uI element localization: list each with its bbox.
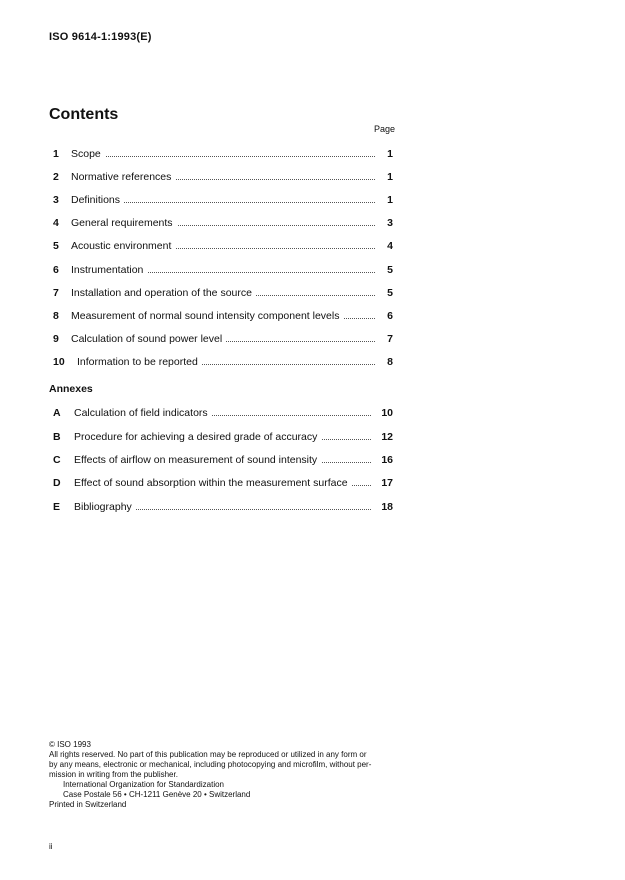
page-column-label: Page [374, 124, 396, 134]
toc-entry [53, 147, 393, 161]
toc-entry-number: 7 [53, 287, 59, 299]
annex-entry [53, 406, 393, 420]
toc-entry [53, 309, 393, 323]
annex-entry-letter: D [53, 477, 61, 489]
toc-leader-dots [71, 156, 375, 157]
toc-entry-page: 7 [387, 333, 393, 345]
toc-entry [53, 193, 393, 207]
toc-entry [53, 355, 393, 369]
toc-entry-number: 4 [53, 217, 59, 229]
toc-entry-page: 6 [387, 310, 393, 322]
contents-title: Contents [49, 106, 119, 123]
annex-entry-page: 17 [381, 477, 393, 489]
toc-entry-title: Acoustic environment [71, 239, 175, 253]
annex-entry-title: Calculation of field indicators [74, 406, 212, 420]
annex-entry-letter: B [53, 431, 61, 443]
toc-entry-number: 10 [53, 356, 65, 368]
copyright-footer [49, 740, 399, 810]
annex-entry-title: Procedure for achieving a desired grade of accuracy [74, 430, 321, 444]
printed-in-line: Printed in Switzerland [49, 800, 127, 809]
annex-entry [53, 430, 393, 444]
toc-entry-title: Installation and operation of the source [71, 286, 256, 300]
toc-entry-page: 3 [387, 217, 393, 229]
toc-entry [53, 286, 393, 300]
toc-entry-page: 5 [387, 287, 393, 299]
toc-entry-page: 1 [387, 194, 393, 206]
toc-entry-page: 8 [387, 356, 393, 368]
toc-entry-number: 1 [53, 148, 59, 160]
toc-entry-page: 1 [387, 171, 393, 183]
page-number: ii [49, 842, 53, 851]
toc-entry-number: 5 [53, 240, 59, 252]
toc-entry-title: Calculation of sound power level [71, 332, 226, 346]
annex-entry [53, 453, 393, 467]
annex-entry-letter: E [53, 501, 61, 513]
annex-entry-title: Effects of airflow on measurement of sound intensity [74, 453, 321, 467]
toc-entry [53, 239, 393, 253]
toc-entry-number: 9 [53, 333, 59, 345]
toc-entry [53, 263, 393, 277]
toc-entry-number: 6 [53, 264, 59, 276]
annexes-title: Annexes [49, 383, 93, 395]
toc-entry-page: 5 [387, 264, 393, 276]
toc-entry-page: 1 [387, 148, 393, 160]
document-header: ISO 9614-1:1993(E) [49, 31, 152, 43]
toc-entry-page: 4 [387, 240, 393, 252]
annex-entry-page: 16 [381, 454, 393, 466]
annex-entry-page: 10 [381, 407, 393, 419]
toc-entry-title: Scope [71, 147, 105, 161]
toc-entry-title: Information to be reported [77, 355, 202, 369]
toc-entry-number: 3 [53, 194, 59, 206]
annex-entry [53, 476, 393, 490]
rights-text-line: by any means, electronic or mechanical, including photocopying and microfilm, without per- [49, 760, 372, 769]
toc-entry-number: 8 [53, 310, 59, 322]
toc-entry-title: Measurement of normal sound intensity component levels [71, 309, 343, 323]
toc-entry [53, 332, 393, 346]
rights-text-line: mission in writing from the publisher. [49, 770, 178, 779]
rights-text-line: All rights reserved. No part of this publication may be reproduced or utilized in any form or [49, 750, 367, 759]
toc-entry-number: 2 [53, 171, 59, 183]
toc-entry-title: Instrumentation [71, 263, 147, 277]
annex-entry-page: 18 [381, 501, 393, 513]
organization-address: Case Postale 56 • CH-1211 Genève 20 • Switzerland [63, 790, 251, 799]
toc-entry-title: Normative references [71, 170, 175, 184]
annex-entry-page: 12 [381, 431, 393, 443]
annex-entry [53, 500, 393, 514]
annex-entry-letter: C [53, 454, 61, 466]
toc-entry [53, 170, 393, 184]
annex-entry-title: Bibliography [74, 500, 136, 514]
annex-entry-title: Effect of sound absorption within the measurement surface [74, 476, 352, 490]
toc-entry-title: Definitions [71, 193, 124, 207]
toc-entry [53, 216, 393, 230]
toc-entry-title: General requirements [71, 216, 177, 230]
organization-name: International Organization for Standardization [63, 780, 224, 789]
annex-entry-letter: A [53, 407, 61, 419]
copyright-line: © ISO 1993 [49, 740, 91, 749]
